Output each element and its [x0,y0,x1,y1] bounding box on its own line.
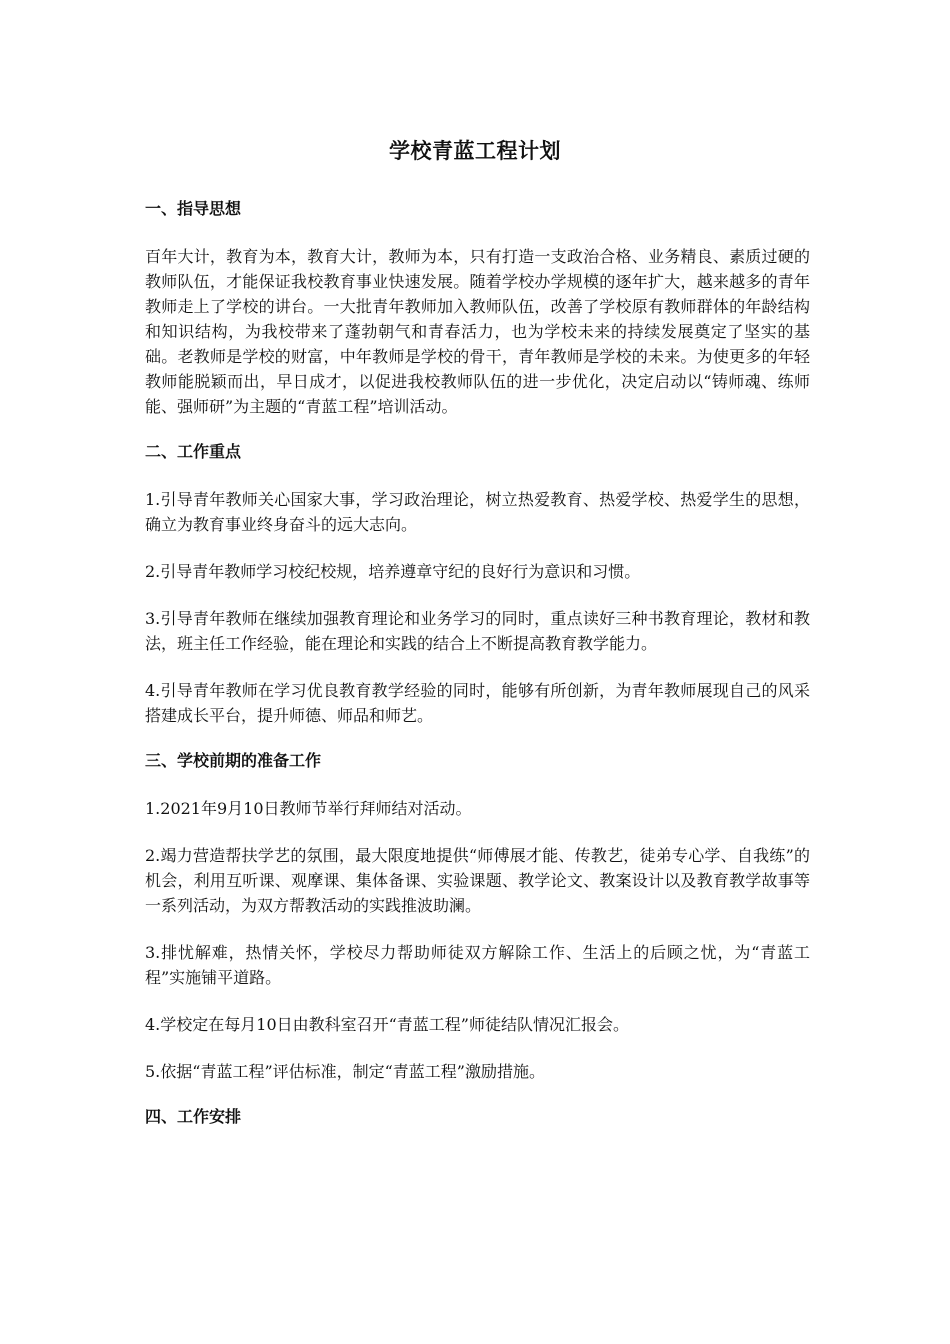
document-body [145,197,810,1129]
section-heading-work-focus: 二、工作重点 [145,442,242,461]
paragraph-preparation-3: 3.排忧解难，热情关怀，学校尽力帮助师徒双方解除工作、生活上的后顾之忧，为“青蓝工程”实施铺平道路。 [145,943,810,987]
paragraph-preparation-5: 5.依据“青蓝工程”评估标准，制定“青蓝工程”激励措施。 [145,1062,545,1081]
section-heading-preparation: 三、学校前期的准备工作 [145,751,322,770]
section-heading-work-arrangement: 四、工作安排 [145,1107,242,1126]
paragraph-work-focus-2: 2.引导青年教师学习校纪校规，培养遵章守纪的良好行为意识和习惯。 [145,562,641,581]
paragraph-preparation-2: 2.竭力营造帮扶学艺的氛围，最大限度地提供“师傅展才能、传教艺，徒弟专心学、自我练”的机会，利用互听课、观摩课、集体备课、实验课题、教学论文、教案设计以及教育教学故事等一系列活动，为双方帮教活动的实践推波助澜。 [145,846,810,915]
paragraph-preparation-1: 1.2021年9月10日教师节举行拜师结对活动。 [145,799,472,818]
paragraph-work-focus-1: 1.引导青年教师关心国家大事，学习政治理论，树立热爱教育、热爱学校、热爱学生的思想，确立为教育事业终身奋斗的远大志向。 [145,490,810,534]
paragraph-preparation-4: 4.学校定在每月10日由教科室召开“青蓝工程”师徒结队情况汇报会。 [145,1015,629,1034]
paragraph-work-focus-3: 3.引导青年教师在继续加强教育理论和业务学习的同时，重点读好三种书教育理论，教材和教法，班主任工作经验，能在理论和实践的结合上不断提高教育教学能力。 [145,609,810,653]
paragraph-work-focus-4: 4.引导青年教师在学习优良教育教学经验的同时，能够有所创新，为青年教师展现自己的风采搭建成长平台，提升师德、师品和师艺。 [145,681,810,725]
paragraph-guiding-ideology: 百年大计，教育为本，教育大计，教师为本，只有打造一支政治合格、业务精良、素质过硬的教师队伍，才能保证我校教育事业快速发展。随着学校办学规模的逐年扩大，越来越多的青年教师走上了学校的讲台。一大批青年教师加入教师队伍，改善了学校原有教师群体的年龄结构和知识结构，为我校带来了蓬勃朝气和青春活力，也为学校未来的持续发展奠定了坚实的基础。老教师是学校的财富，中年教师是学校的骨干，青年教师是学校的未来。为使更多的年轻教师能脱颖而出，早日成才，以促进我校教师队伍的进一步优化，决定启动以“铸师魂、练师能、强师研”为主题的“青蓝工程”培训活动。 [145,247,810,416]
document-title: 学校青蓝工程计划 [389,139,561,163]
section-heading-guiding-ideology: 一、指导思想 [145,199,242,218]
